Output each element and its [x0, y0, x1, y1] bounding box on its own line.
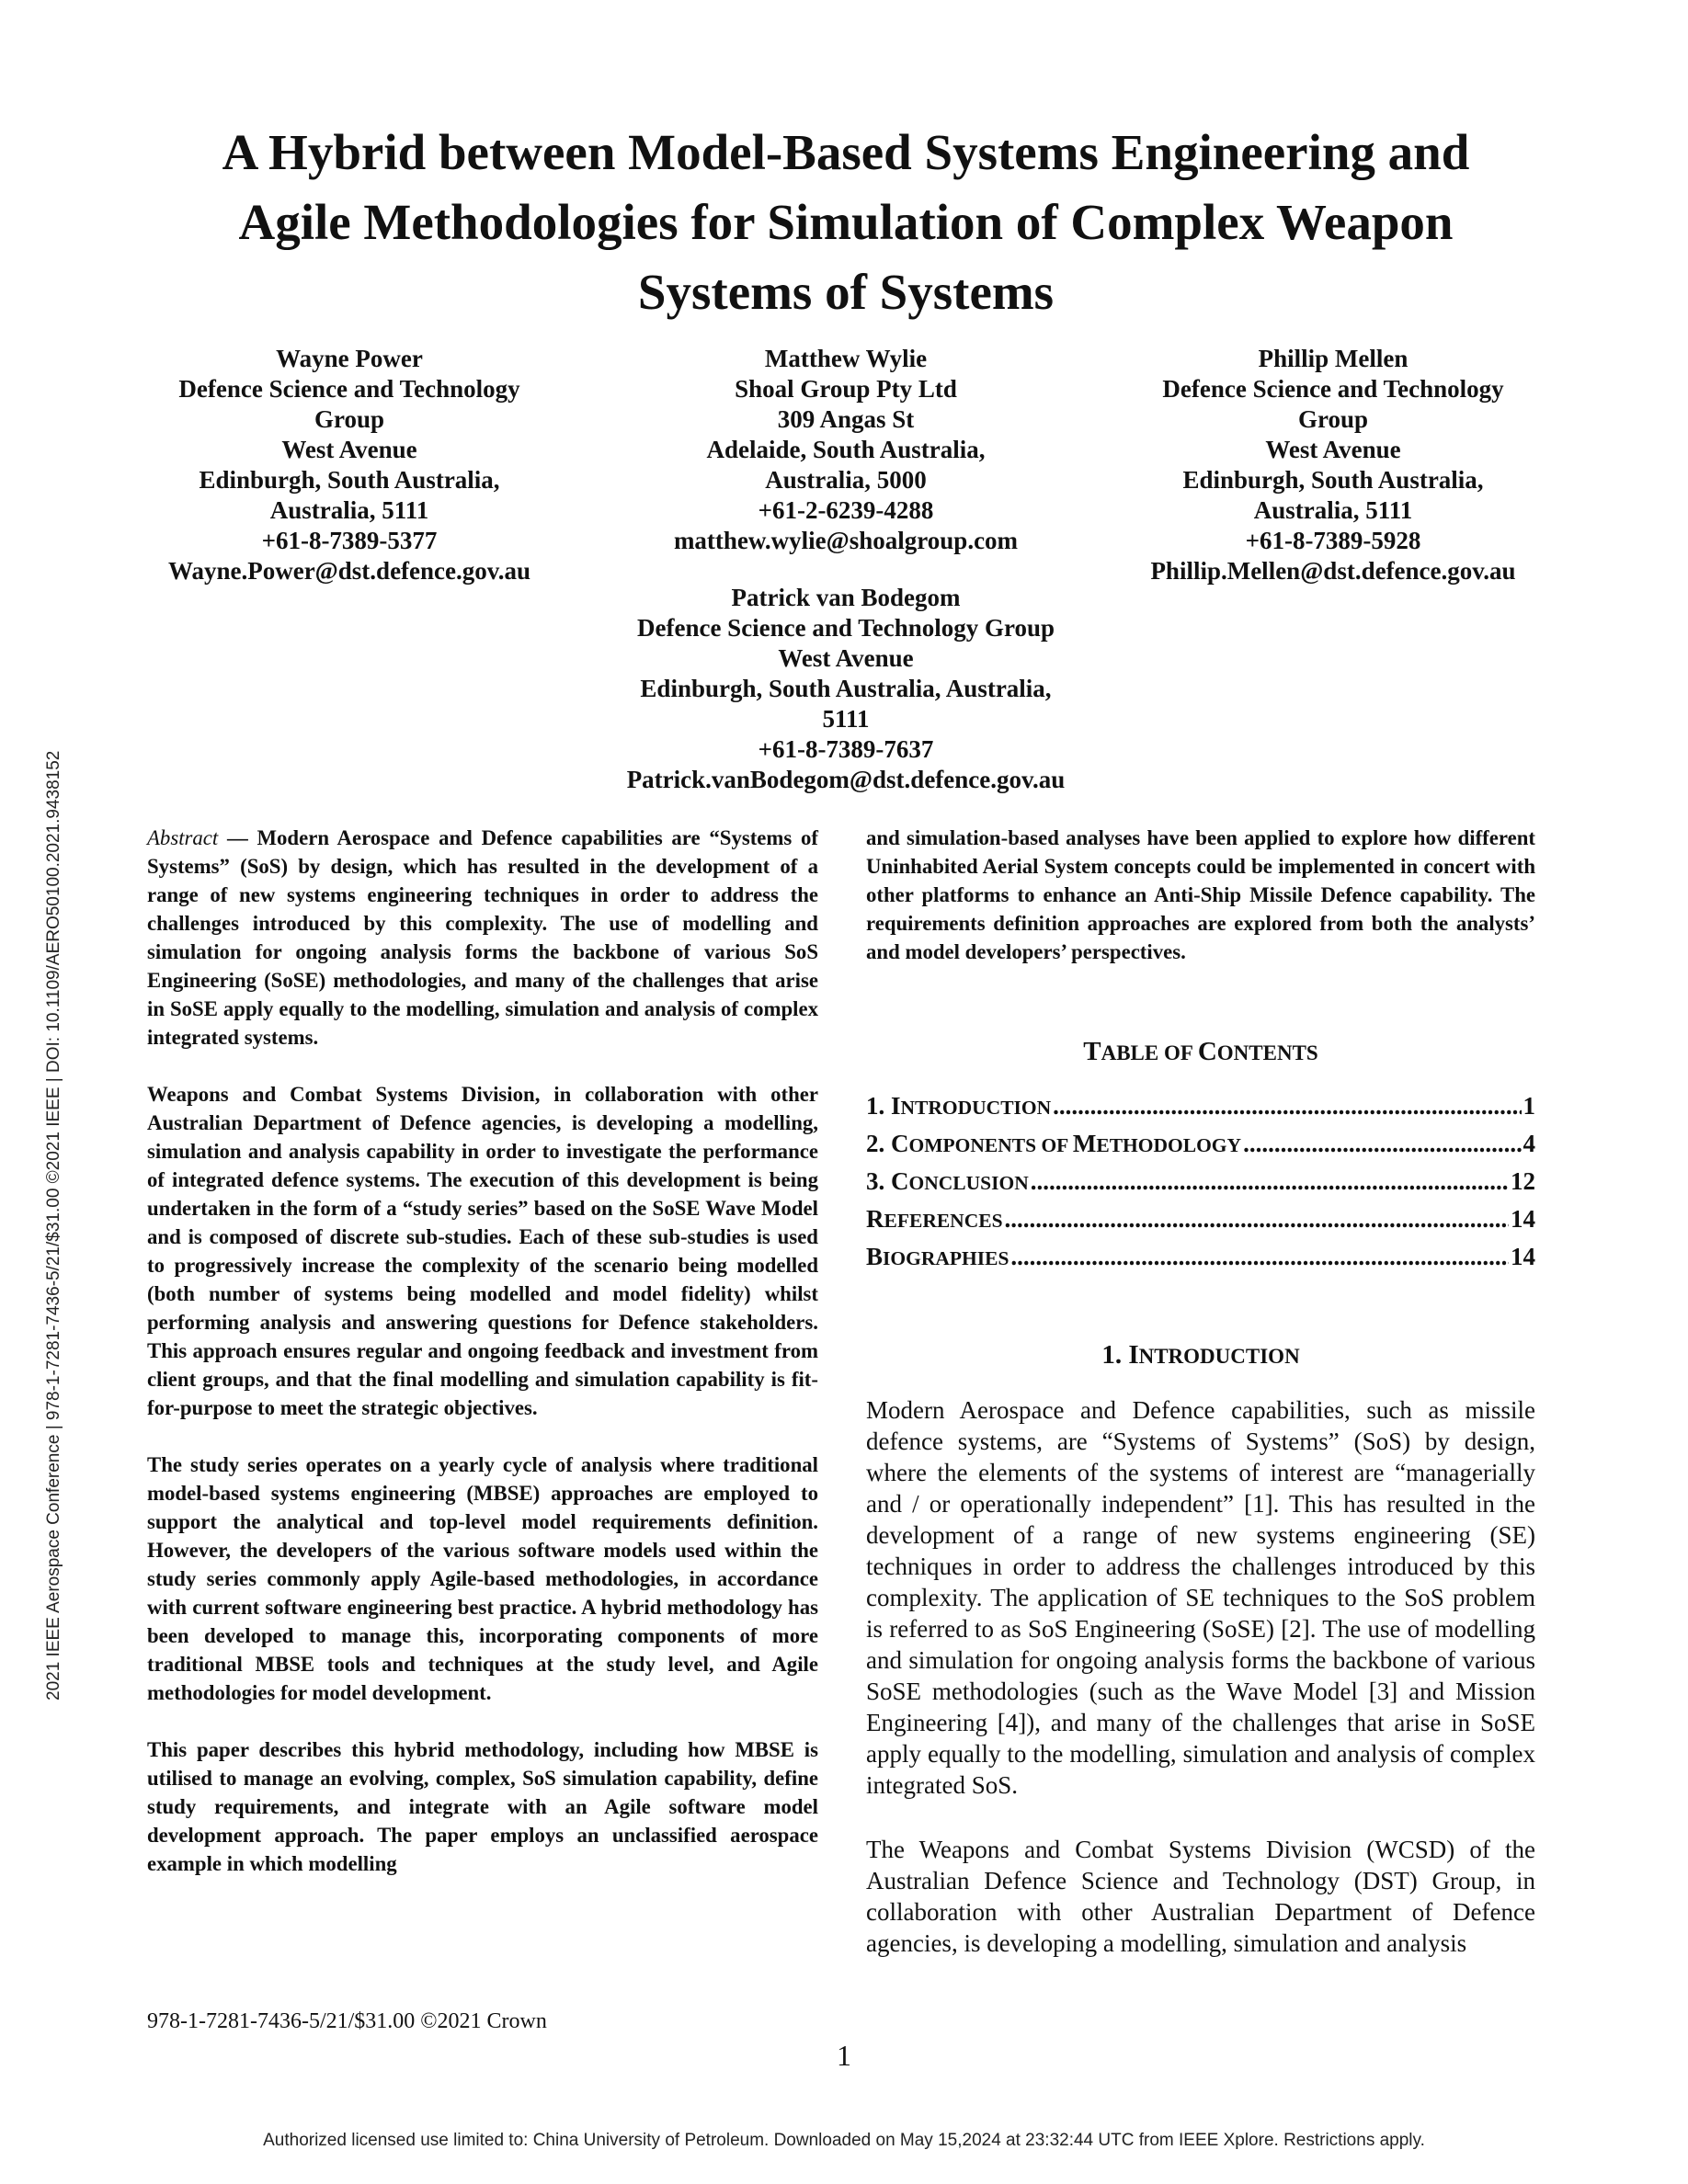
- toc-page-number: 12: [1511, 1167, 1535, 1195]
- abstract-label: Abstract: [147, 826, 219, 849]
- toc-entry-title: [866, 1167, 1029, 1196]
- author-email: Wayne.Power@dst.defence.gov.au: [167, 557, 531, 585]
- conference-doi-sidenote: 2021 IEEE Aerospace Conference | 978-1-7281-7436-5/21/$31.00 ©2021 IEEE | DOI: 10.1109/AERO50100.2021.9438152: [44, 750, 63, 1701]
- author-affiliation: Group: [1297, 405, 1369, 433]
- author-address: Australia, 5000: [765, 466, 927, 494]
- toc-entry-cap: 2. C: [866, 1130, 909, 1157]
- author-address: Edinburgh, South Australia,: [199, 466, 500, 494]
- author-address: 309 Angas St: [777, 405, 915, 433]
- author-address: 5111: [822, 705, 870, 733]
- title-line: A Hybrid between Model-Based Systems Engineering and: [222, 124, 1470, 180]
- author-name: Phillip Mellen: [1258, 345, 1409, 372]
- toc-leader-dots: [1031, 1167, 1509, 1196]
- toc-entry-title: [866, 1243, 1009, 1271]
- author-email: Patrick.vanBodegom@dst.defence.gov.au: [626, 766, 1066, 793]
- author-affiliation: Defence Science and Technology: [1162, 375, 1504, 403]
- author-address: West Avenue: [281, 436, 417, 463]
- author-email: matthew.wylie@shoalgroup.com: [673, 527, 1019, 554]
- toc-entry-cap: M: [1072, 1130, 1097, 1157]
- toc-entry-introduction[interactable]: [866, 1092, 1535, 1130]
- author-address: Australia, 5111: [269, 496, 429, 524]
- toc-leader-dots: [1010, 1243, 1509, 1271]
- toc-page-number: 4: [1523, 1130, 1535, 1157]
- heading-smallcaps: ABLE OF: [1101, 1041, 1198, 1064]
- heading-cap: 1. I: [1101, 1340, 1139, 1370]
- author-email: Phillip.Mellen@dst.defence.gov.au: [1150, 557, 1516, 585]
- toc-entry-conclusion[interactable]: [866, 1167, 1535, 1205]
- toc-page-number: 14: [1511, 1205, 1535, 1233]
- toc-entry-biographies[interactable]: [866, 1243, 1535, 1280]
- abstract-continued: [866, 824, 1535, 966]
- abstract-paragraph: [147, 824, 818, 1052]
- author-name: Matthew Wylie: [764, 345, 928, 372]
- author-phone: +61-8-7389-5928: [1245, 527, 1421, 554]
- toc-entry-cap: R: [866, 1205, 884, 1233]
- author-block-power: [147, 344, 552, 586]
- body-paragraph: The Weapons and Combat Systems Division (WCSD) of the Australian Defence Science and Technology (DST) Group, in collaboration with other Australian Department of Defence agencies, is developing a modelling, simulation and analysis: [866, 1836, 1535, 1957]
- paper-title: [147, 118, 1545, 327]
- toc-entry-title: [866, 1130, 1241, 1158]
- toc-heading: [866, 1037, 1535, 1067]
- page-number: 1: [837, 2039, 851, 2072]
- toc-entry-title: [866, 1092, 1051, 1120]
- toc-entry-references[interactable]: [866, 1205, 1535, 1243]
- title-line: Systems of Systems: [637, 264, 1055, 320]
- toc-page-number: 14: [1511, 1243, 1535, 1270]
- body-paragraph: Modern Aerospace and Defence capabilities, such as missile defence systems, are “Systems of Systems” (SoS) by design, where the elements of the systems of interest are “managerially and / or operationally independent” [1]. This has resulted in the development of a range of new systems engineering (SE) techniques in order to address the challenges introduced by this complexity. The application of SE techniques to the SoS problem is referred to as SoS Engineering (SoSE) [2]. The use of modelling and simulation for ongoing analysis forms the backbone of various SoSE methodologies (such as the Wave Model [3] and Mission Engineering [4]), and many of the challenges that arise in SoSE apply equally to the modelling, simulation and analysis of complex integrated SoS.: [866, 1396, 1535, 1799]
- author-block-mellen: [1112, 344, 1554, 586]
- abstract-paragraph: and simulation-based analyses have been applied to explore how different Uninhabited Aerial System concepts could be implemented in concert with other platforms to enhance an Anti-Ship Missile Defence capability. The requirements definition approaches are explored from both the analysts’ and model developers’ perspectives.: [866, 826, 1535, 963]
- author-phone: +61-8-7389-5377: [261, 527, 438, 554]
- toc-entry-cap: B: [866, 1243, 884, 1270]
- title-line: Agile Methodologies for Simulation of Complex Weapon: [238, 194, 1454, 250]
- toc-leader-dots: [1243, 1130, 1521, 1158]
- license-notice: Authorized licensed use limited to: China University of Petroleum. Downloaded on May 15,2024 at 23:32:44 UTC from IEEE Xplore. Restrictions apply.: [263, 2131, 1425, 2150]
- toc-entry-smallcaps: EFERENCES: [884, 1210, 1003, 1232]
- toc-entry-smallcaps: ONCLUSION: [908, 1172, 1029, 1194]
- author-address: West Avenue: [778, 644, 914, 672]
- abstract-paragraph: The study series operates on a yearly cycle of analysis where traditional model-based systems engineering (MBSE) approaches are employed to support the analytical and top-level model requirements definition. However, the developers of the various software models used within the study series commonly apply Agile-based methodologies, in accordance with current software engineering best practice. A hybrid methodology has been developed to manage this, incorporating components of more traditional MBSE tools and techniques at the study level, and Agile methodologies for model development.: [147, 1453, 818, 1704]
- abstract-paragraph: Weapons and Combat Systems Division, in collaboration with other Australian Department of Defence agencies, is developing a modelling, simulation and analysis capability in order to investigate the performance of integrated defence systems. The execution of this development is being undertaken in the form of a “study series” based on the SoSE Wave Model and is composed of discrete sub-studies. Each of these sub-studies is used to progressively increase the complexity of the scenario being modelled (both number of systems being modelled and model fidelity) whilst performing analysis and answering questions for Defence stakeholders. This approach ensures regular and ongoing feedback and investment from client groups, and that the final modelling and simulation capability is fit-for-purpose to meet the strategic objectives.: [147, 1083, 818, 1419]
- toc-entry-cap: 1. I: [866, 1092, 901, 1120]
- copyright-footnote: 978-1-7281-7436-5/21/$31.00 ©2021 Crown: [147, 2009, 547, 2033]
- toc-leader-dots: [1005, 1205, 1509, 1234]
- abstract-paragraph: This paper describes this hybrid methodology, including how MBSE is utilised to manage an evolving, complex, SoS simulation capability, define study requirements, and integrate with an Agile software model development approach. The paper employs an unclassified aerospace example in which modelling: [147, 1738, 818, 1875]
- author-name: Wayne Power: [276, 345, 423, 372]
- author-address: Australia, 5111: [1253, 496, 1413, 524]
- toc-entry-smallcaps: ETHODOLOGY: [1096, 1134, 1242, 1156]
- toc-entry-smallcaps: OMPONENTS OF: [908, 1134, 1073, 1156]
- author-affiliation: Group: [314, 405, 385, 433]
- toc-entry-cap: 3. C: [866, 1167, 909, 1195]
- author-block-vanbodegom: [570, 583, 1122, 795]
- author-phone: +61-8-7389-7637: [758, 735, 934, 763]
- toc-entry-smallcaps: NTRODUCTION: [900, 1097, 1052, 1119]
- toc-page-number: 1: [1523, 1092, 1535, 1120]
- author-address: Adelaide, South Australia,: [706, 436, 986, 463]
- author-address: Edinburgh, South Australia,: [1182, 466, 1484, 494]
- heading-cap: T: [1083, 1037, 1101, 1066]
- section-heading-introduction: [866, 1340, 1535, 1371]
- abstract-text: — Modern Aerospace and Defence capabilities are “Systems of Systems” (SoS) by design, which has resulted in the development of a range of new systems engineering techniques in order to address the challenges introduced by this complexity. The use of modelling and simulation for ongoing analysis forms the backbone of various SoS Engineering (SoSE) methodologies, and many of the challenges that arise in SoSE apply equally to the modelling, simulation and analysis of complex integrated systems.: [147, 826, 818, 1049]
- author-address: West Avenue: [1265, 436, 1401, 463]
- abstract: [147, 824, 818, 1906]
- author-affiliation: Defence Science and Technology: [178, 375, 520, 403]
- author-phone: +61-2-6239-4288: [758, 496, 934, 524]
- heading-cap: C: [1197, 1037, 1217, 1066]
- author-affiliation: Defence Science and Technology Group: [636, 614, 1055, 642]
- heading-smallcaps: NTRODUCTION: [1138, 1345, 1300, 1368]
- toc-entry-title: [866, 1205, 1003, 1234]
- toc-leader-dots: [1053, 1092, 1521, 1120]
- introduction-body: [866, 1394, 1535, 1992]
- author-affiliation: Shoal Group Pty Ltd: [735, 375, 957, 403]
- author-name: Patrick van Bodegom: [731, 584, 961, 611]
- author-address: Edinburgh, South Australia, Australia,: [640, 675, 1052, 702]
- toc-entry-components[interactable]: [866, 1130, 1535, 1167]
- toc-entry-smallcaps: IOGRAPHIES: [883, 1247, 1009, 1269]
- author-block-wylie: [625, 344, 1066, 556]
- table-of-contents: [866, 1092, 1535, 1280]
- heading-smallcaps: ONTENTS: [1216, 1041, 1318, 1064]
